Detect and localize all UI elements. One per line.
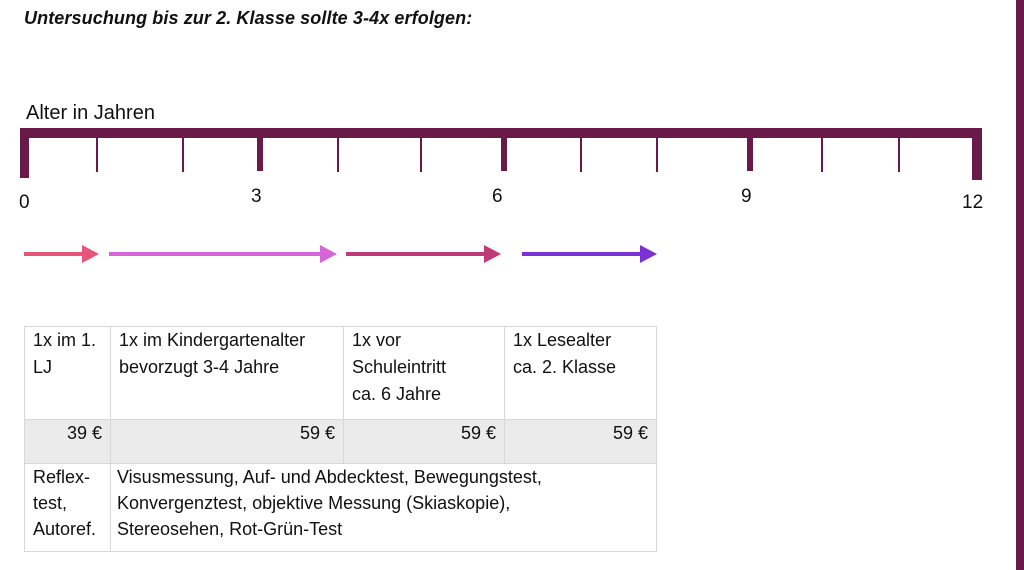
header-line: Schuleintritt (352, 357, 447, 377)
desc-line: Konvergenztest, objektive Messung (Skiaskopie), (117, 493, 511, 513)
tick-label-12: 12 (962, 192, 984, 213)
header-line: ca. 6 Jahre (352, 384, 442, 404)
desc-line: Reflex- (33, 467, 91, 487)
desc-line: test, (33, 493, 68, 513)
header-cell-reading-age (505, 327, 657, 420)
header-line: ca. 2. Klasse (513, 357, 617, 377)
price-cell: 59 € (344, 420, 505, 464)
axis-label: Alter in Jahren (26, 102, 155, 124)
desc-cell-later-exams (111, 464, 657, 552)
header-line: 1x im Kindergartenalter (119, 330, 306, 350)
arrow-first-year (24, 245, 99, 263)
price-cell: 59 € (505, 420, 657, 464)
arrow-reading-age (522, 245, 657, 263)
arrow-school-entry (346, 245, 501, 263)
page-heading: Untersuchung bis zur 2. Klasse sollte 3-4x erfolgen: (24, 8, 473, 28)
header-line: bevorzugt 3-4 Jahre (119, 357, 280, 377)
exam-table (24, 326, 657, 552)
header-line: 1x vor (352, 330, 402, 350)
tick-label-9: 9 (741, 186, 752, 207)
header-cell-first-year (25, 327, 111, 420)
table-row-descriptions (25, 464, 657, 552)
price-cell: 59 € (111, 420, 344, 464)
tick-label-6: 6 (492, 186, 503, 207)
table-row-header (25, 327, 657, 420)
arrow-kindergarten (109, 245, 337, 263)
desc-line: Visusmessung, Auf- und Abdecktest, Bewegungstest, (117, 467, 542, 487)
header-line: LJ (33, 357, 53, 377)
header-cell-kindergarten (111, 327, 344, 420)
desc-line: Autoref. (33, 519, 97, 539)
desc-line: Stereosehen, Rot-Grün-Test (117, 519, 343, 539)
header-line: 1x Lesealter (513, 330, 612, 350)
price-cell: 39 € (25, 420, 111, 464)
header-cell-school-entry (344, 327, 505, 420)
tick-label-0: 0 (19, 192, 30, 213)
table-row-prices (25, 420, 657, 464)
tick-label-3: 3 (251, 186, 262, 207)
header-line: 1x im 1. (33, 330, 97, 350)
desc-cell-first-year (25, 464, 111, 552)
